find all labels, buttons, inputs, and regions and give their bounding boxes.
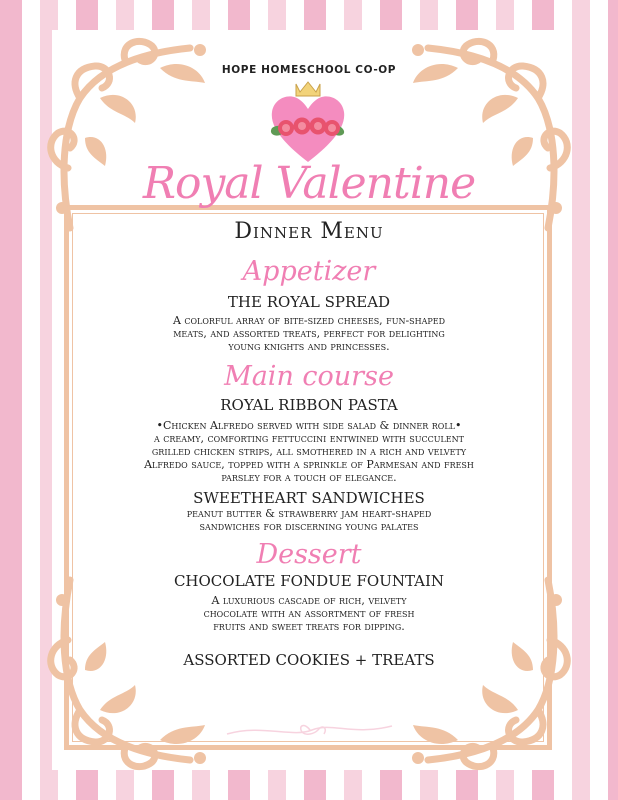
dish-description: A luxurious cascade of rich, velvety chocolate with an assortment of fresh fruits and sweet treats for dipping.: [203, 594, 415, 633]
heart-icon: [262, 78, 354, 166]
crown-icon: [296, 82, 320, 96]
section-heading-appetizer: Appetizer: [242, 256, 376, 287]
ribbon-icon: [222, 716, 397, 744]
dish-title: SWEETHEART SANDWICHES: [193, 489, 425, 507]
dish-title: THE ROYAL SPREAD: [227, 293, 391, 311]
dish-title: CHOCOLATE FONDUE FOUNTAIN: [173, 572, 445, 590]
menu-title: Royal Valentine: [142, 158, 476, 209]
menu-subtitle: Dinner Menu: [234, 219, 384, 244]
organization-name: HOPE HOMESCHOOL CO-OP: [221, 64, 397, 76]
dish-title: ROYAL RIBBON PASTA: [220, 396, 398, 414]
dish-description: peanut butter & strawberry jam heart-shaped sandwiches for discerning young palates: [186, 507, 432, 533]
dish-note: •Chicken Alfredo served with side salad & dinner roll•: [156, 419, 462, 432]
section-heading-main-course: Main course: [224, 361, 394, 392]
dish-description: A colorful array of bite-sized cheeses, fun-shaped meats, and assorted treats, perfect for delighting young knights and princesses.: [172, 314, 446, 353]
dish-title: ASSORTED COOKIES + TREATS: [183, 651, 435, 669]
dish-description: a creamy, comforting fettuccini entwined with succulent grilled chicken strips, all smothered in a rich and velvety Alfredo sauce, topped with a sprinkle of Parmesan and fresh parsley for a touch of elegance.: [144, 432, 474, 484]
section-heading-dessert: Dessert: [256, 539, 362, 570]
